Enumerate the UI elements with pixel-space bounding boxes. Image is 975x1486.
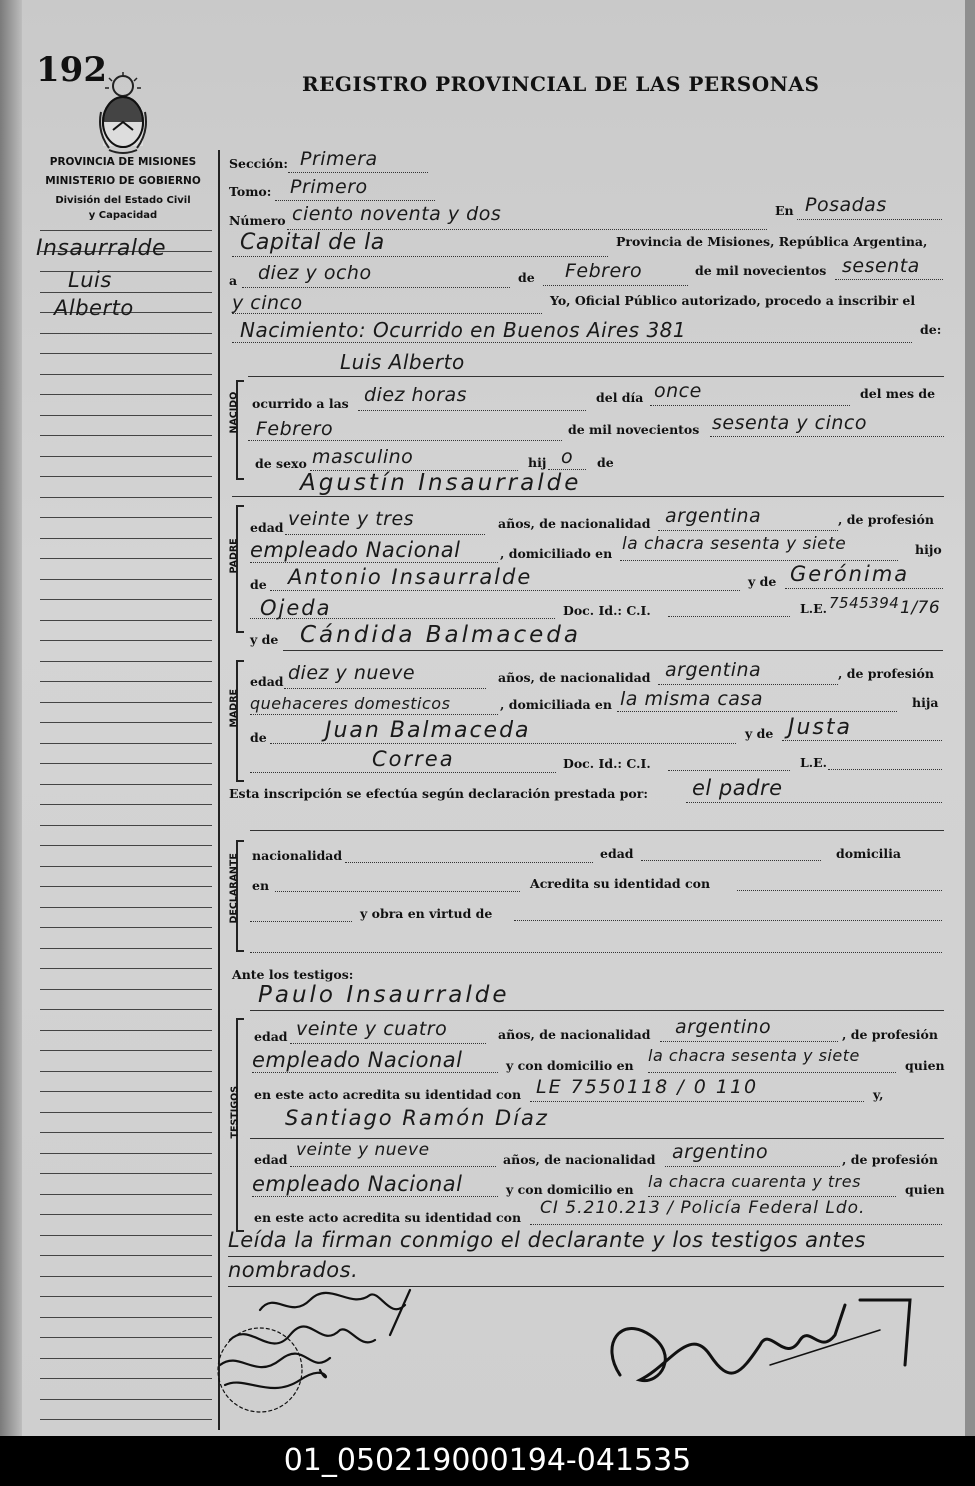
margin-ruled-line	[40, 866, 212, 867]
margin-ruled-line	[40, 599, 212, 600]
margin-ruled-line	[40, 476, 212, 477]
label-declaracion: Esta inscripción se efectúa según declaración prestada por:	[229, 786, 648, 801]
margin-ruled-line	[40, 558, 212, 559]
margin-ruled-line	[40, 579, 212, 580]
section-madre: MADRE	[228, 689, 240, 728]
label-de-colon: de:	[920, 322, 942, 337]
label-de-mes: de	[518, 270, 535, 285]
margin-ruled-line	[40, 271, 212, 272]
margin-ruled-line	[40, 1255, 212, 1256]
margin-ruled-line	[40, 804, 212, 805]
margin-ruled-line	[40, 763, 212, 764]
margin-ruled-line	[40, 661, 212, 662]
label-t2-edad: edad	[254, 1152, 288, 1167]
margin-ruled-line	[40, 989, 212, 990]
label-en: En	[775, 203, 794, 218]
value-t2-edad: veinte y nueve	[296, 1140, 430, 1160]
value-t1-id: LE 7550118 / 0 110	[536, 1076, 759, 1098]
label-t1-prof: , de profesión	[842, 1027, 938, 1042]
page-edge-left	[0, 0, 22, 1436]
margin-ruled-line	[40, 374, 212, 375]
official-signature	[580, 1285, 920, 1405]
value-padre-nombre: Agustín Insaurralde	[300, 470, 582, 496]
value-padre-prof: empleado Nacional	[250, 538, 461, 562]
issuer-line-4: y Capacidad	[88, 210, 158, 221]
margin-ruled-line	[40, 1358, 212, 1359]
value-dia-nac: once	[654, 380, 702, 402]
margin-ruled-line	[40, 1112, 212, 1113]
margin-ruled-line	[40, 743, 212, 744]
value-t2-id: CI 5.210.213 / Policía Federal Ldo.	[540, 1198, 866, 1218]
witness-signatures	[200, 1280, 440, 1430]
margin-ruled-line	[40, 333, 212, 334]
margin-ruled-line	[40, 1030, 212, 1031]
margin-ruled-line	[40, 927, 212, 928]
value-declarante: el padre	[692, 776, 783, 800]
margin-ruled-line	[40, 1419, 212, 1420]
margin-ruled-line	[40, 620, 212, 621]
margin-ruled-line	[40, 1276, 212, 1277]
margin-ruled-line	[40, 702, 212, 703]
label-t1-quien: quien	[905, 1058, 945, 1073]
value-anio-2: y cinco	[232, 292, 303, 314]
margin-ruled-line	[40, 1050, 212, 1051]
margin-ruled-line	[40, 1153, 212, 1154]
value-madre-madre-2: Correa	[372, 747, 455, 771]
label-del-dia: del día	[596, 390, 644, 405]
value-padre-madre: Gerónima	[790, 562, 910, 586]
value-padre-le: 7545394	[829, 594, 900, 612]
issuer-line-1: PROVINCIA DE MISIONES	[49, 156, 197, 168]
label-hijo: hijo	[915, 542, 942, 557]
document-title: REGISTRO PROVINCIAL DE LAS PERSONAS	[302, 72, 820, 96]
label-padre-dom: , domiciliado en	[500, 546, 613, 561]
label-t1-acredita: en este acto acredita su identidad con	[254, 1087, 522, 1102]
margin-first-name: Luis	[68, 268, 112, 292]
label-t2-nac: años, de nacionalidad	[503, 1152, 656, 1167]
value-hij: o	[561, 446, 574, 468]
label-en-declarante: en	[252, 878, 270, 893]
value-testigo-1: Paulo Insaurralde	[258, 982, 510, 1008]
label-madre-doc: Doc. Id.: C.I.	[563, 756, 651, 771]
label-de-mil: de mil novecientos	[695, 263, 827, 278]
margin-ruled-line	[40, 1173, 212, 1174]
margin-ruled-line	[40, 1009, 212, 1010]
value-t1-nac: argentino	[675, 1016, 772, 1038]
label-madre-edad: edad	[250, 674, 284, 689]
margin-ruled-line	[40, 497, 212, 498]
label-madre-le: L.E.	[800, 755, 828, 770]
value-t1-edad: veinte y cuatro	[296, 1018, 448, 1040]
margin-ruled-line	[40, 681, 212, 682]
value-madre-padre: Juan Balmaceda	[325, 718, 531, 743]
label-de-hij: de	[597, 455, 614, 470]
margin-ruled-line	[40, 907, 212, 908]
margin-ruled-line	[40, 517, 212, 518]
value-mes-nac: Febrero	[256, 418, 334, 440]
margin-surname: Insaurralde	[36, 236, 167, 261]
label-t1-nac: años, de nacionalidad	[498, 1027, 651, 1042]
value-t1-dom: la chacra sesenta y siete	[648, 1046, 860, 1065]
issuer-line-3: División del Estado Civil	[55, 195, 191, 206]
label-seccion: Sección:	[229, 156, 288, 171]
label-madre-prof: , de profesión	[838, 666, 934, 681]
value-padre-edad: veinte y tres	[288, 508, 415, 530]
value-anio-nac: sesenta y cinco	[712, 412, 867, 434]
label-t1-edad: edad	[254, 1029, 288, 1044]
margin-ruled-line	[40, 1317, 212, 1318]
margin-ruled-line	[40, 1132, 212, 1133]
closing-line-1: Leída la firman conmigo el declarante y los testigos antes	[228, 1228, 866, 1252]
margin-ruled-line	[40, 1194, 212, 1195]
label-ante-testigos: Ante los testigos:	[232, 967, 354, 982]
closing-line-2: nombrados.	[228, 1258, 359, 1282]
value-madre-nombre: Cándida Balmaceda	[300, 622, 581, 648]
margin-ruled-line	[40, 292, 212, 293]
label-nacionalidad: nacionalidad	[252, 848, 343, 863]
section-nacido: NACIDO	[228, 391, 240, 434]
label-t2-quien: quien	[905, 1182, 945, 1197]
label-t2-prof: , de profesión	[842, 1152, 938, 1167]
value-madre-dom: la misma casa	[620, 688, 763, 710]
margin-ruled-line	[40, 538, 212, 539]
margin-middle-name: Alberto	[54, 296, 134, 320]
section-padre: PADRE	[228, 538, 240, 574]
label-padre-y-de: y de	[748, 574, 777, 589]
margin-ruled-line	[40, 1214, 212, 1215]
label-t2-dom: y con domicilio en	[506, 1182, 634, 1197]
margin-ruled-line	[40, 1296, 212, 1297]
value-t1-prof: empleado Nacional	[252, 1048, 463, 1072]
margin-ruled-line	[40, 230, 212, 231]
margin-ruled-line	[40, 948, 212, 949]
label-de-mil-2: de mil novecientos	[568, 422, 700, 437]
page-number: 192	[36, 50, 107, 90]
value-madre-edad: diez y nueve	[288, 662, 416, 684]
label-padre-le: L.E.	[800, 601, 828, 616]
value-t2-nac: argentino	[672, 1141, 769, 1163]
margin-ruled-line	[40, 968, 212, 969]
value-tomo: Primero	[290, 176, 368, 198]
label-t1-y: y,	[873, 1087, 884, 1102]
margin-ruled-line	[40, 1378, 212, 1379]
label-tomo: Tomo:	[229, 184, 272, 199]
margin-ruled-line	[40, 394, 212, 395]
value-nombre: Luis Alberto	[340, 350, 465, 374]
label-numero: Número	[229, 213, 286, 228]
label-padre-y-de-madre: y de	[250, 632, 279, 647]
value-seccion: Primera	[300, 148, 378, 170]
margin-ruled-line	[40, 353, 212, 354]
label-hija: hija	[912, 695, 939, 710]
label-t1-dom: y con domicilio en	[506, 1058, 634, 1073]
margin-ruled-line	[40, 1091, 212, 1092]
margin-ruled-line	[40, 722, 212, 723]
label-madre-de: de	[250, 730, 267, 745]
value-padre-dom: la chacra sesenta y siete	[622, 534, 847, 554]
label-padre-prof: , de profesión	[838, 512, 934, 527]
value-madre-prof: quehaceres domesticos	[250, 694, 451, 713]
label-yo: Yo, Oficial Público autorizado, procedo a inscribir el	[550, 293, 916, 308]
label-edad-declarante: edad	[600, 846, 634, 861]
page-edge-right	[965, 0, 975, 1436]
section-testigos: TESTIGOS	[229, 1085, 241, 1139]
value-dia: diez y ocho	[258, 262, 372, 284]
margin-ruled-line	[40, 886, 212, 887]
value-t2-dom: la chacra cuarenta y tres	[648, 1172, 861, 1191]
label-madre-dom: , domiciliada en	[500, 697, 612, 712]
margin-rule	[218, 150, 220, 1430]
section-declarante: DECLARANTE	[228, 853, 240, 924]
margin-ruled-line	[40, 845, 212, 846]
value-madre-nac: argentina	[665, 659, 762, 681]
label-ocurrido: ocurrido a las	[252, 396, 349, 411]
value-numero: ciento noventa y dos	[292, 203, 502, 225]
value-t2-prof: empleado Nacional	[252, 1172, 463, 1196]
value-sexo: masculino	[312, 446, 414, 468]
label-domicilia: domicilia	[836, 846, 902, 861]
label-del-mes: del mes de	[860, 386, 936, 401]
value-padre-le-suffix: 1/76	[900, 598, 941, 618]
margin-ruled-line	[40, 1399, 212, 1400]
value-padre-nac: argentina	[665, 505, 762, 527]
label-madre-nac: años, de nacionalidad	[498, 670, 651, 685]
value-testigo-2: Santiago Ramón Díaz	[285, 1106, 549, 1130]
label-t2-acredita: en este acto acredita su identidad con	[254, 1210, 522, 1225]
label-hij: hij	[528, 455, 547, 470]
value-padre-padre: Antonio Insaurralde	[288, 565, 533, 589]
margin-ruled-line	[40, 1337, 212, 1338]
value-madre-madre: Justa	[788, 715, 853, 740]
value-mes: Febrero	[565, 260, 643, 282]
margin-ruled-line	[40, 456, 212, 457]
label-padre-nac: años, de nacionalidad	[498, 516, 651, 531]
label-a: a	[229, 273, 238, 288]
margin-ruled-line	[40, 825, 212, 826]
value-capital: Capital de la	[240, 230, 385, 255]
value-en: Posadas	[805, 194, 887, 216]
margin-ruled-line	[40, 640, 212, 641]
value-hora: diez horas	[364, 384, 468, 406]
value-acto: Nacimiento: Ocurrido en Buenos Aires 381	[240, 318, 687, 342]
label-obra: y obra en virtud de	[360, 906, 493, 921]
value-anio: sesenta	[842, 255, 920, 277]
margin-ruled-line	[40, 1235, 212, 1236]
label-padre-edad: edad	[250, 520, 284, 535]
margin-ruled-line	[40, 1071, 212, 1072]
coat-of-arms-icon	[95, 72, 151, 156]
label-sexo: de sexo	[255, 456, 307, 471]
image-id-footer: 01_050219000194-041535	[0, 1436, 975, 1486]
margin-ruled-line	[40, 415, 212, 416]
issuer-line-2: MINISTERIO DE GOBIERNO	[45, 175, 201, 187]
label-acredita: Acredita su identidad con	[530, 876, 711, 891]
label-madre-y-de: y de	[745, 726, 774, 741]
label-padre-de: de	[250, 577, 267, 592]
label-provincia: Provincia de Misiones, República Argentina,	[616, 234, 928, 249]
margin-ruled-line	[40, 435, 212, 436]
label-padre-doc: Doc. Id.: C.I.	[563, 603, 651, 618]
margin-ruled-line	[40, 784, 212, 785]
value-padre-madre-2: Ojeda	[260, 596, 332, 620]
